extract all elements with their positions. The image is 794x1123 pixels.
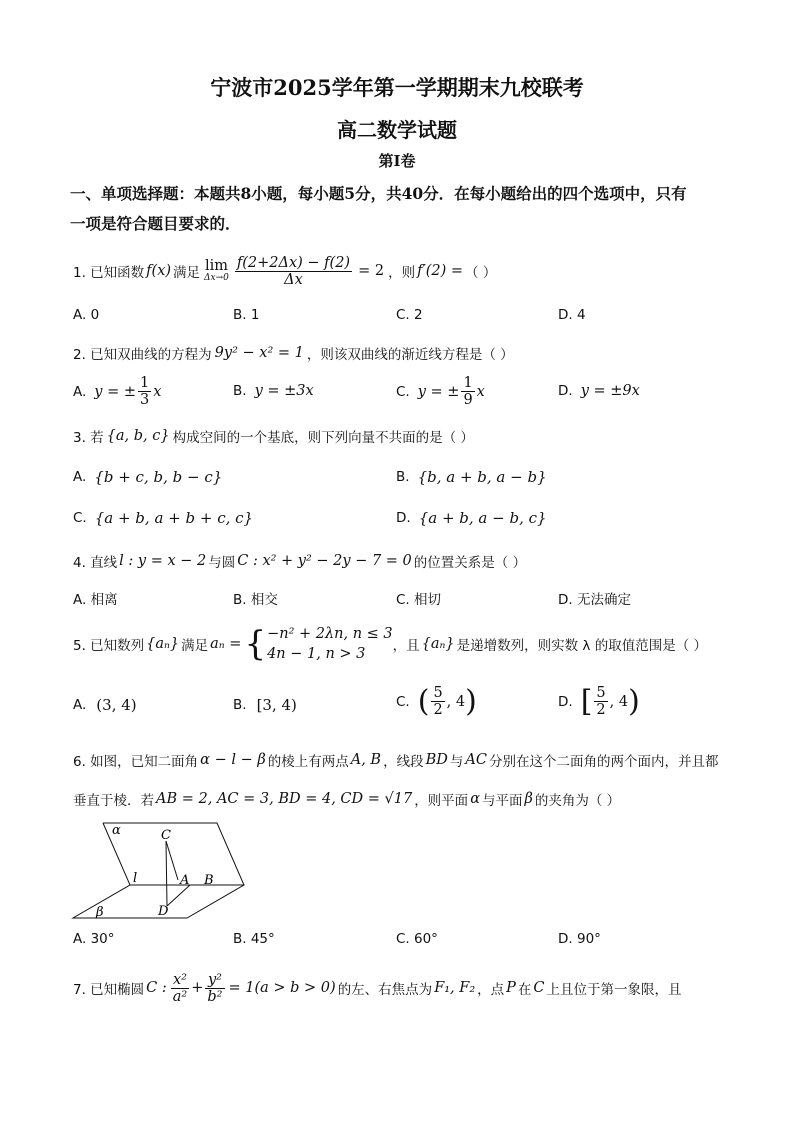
- label-alpha: α: [112, 823, 121, 838]
- q7-c: C: [533, 980, 545, 996]
- q6-text-f: 垂直于棱．若: [73, 793, 154, 809]
- q7-text-a: 7. 已知椭圆: [73, 982, 145, 998]
- q2-c-num: 1: [463, 375, 473, 391]
- section-instruction-line2: 一项是符合题目要求的．: [70, 214, 241, 233]
- q1-denominator: Δx: [284, 271, 303, 288]
- q5-text-a: 5. 已知数列: [73, 638, 145, 654]
- q3-option-c: [73, 509, 253, 527]
- q1-fx: f(x): [146, 263, 172, 279]
- q5-c-num: 5: [433, 685, 443, 701]
- q5-option-d-lbracket: [: [580, 684, 593, 719]
- q6-text-a: 6. 如图，已知二面角: [73, 754, 199, 770]
- q6-option-b: B. 45°: [233, 931, 275, 947]
- q2-option-b: [233, 383, 314, 399]
- q6-text-c: ，线段: [383, 754, 424, 770]
- q7-point-p: P: [506, 980, 516, 996]
- q7-y2: y²: [205, 972, 224, 989]
- q3-text-a: 3. 若: [73, 430, 104, 446]
- label-l: l: [133, 871, 138, 886]
- q2-option-a-pre: y = ±: [94, 383, 137, 400]
- q2-option-a-frac: [138, 375, 151, 408]
- q6-alpha: α: [470, 791, 480, 807]
- q1-option-c: C. 2: [396, 307, 423, 323]
- q2-c-den: 9: [463, 392, 473, 408]
- q5-option-c-label: C.: [396, 693, 410, 710]
- q4-circle-equation: C : x² + y² − 2y − 7 = 0: [237, 553, 412, 569]
- q4-option-b: B. 相交: [233, 592, 278, 608]
- q5-text-c: ，且: [392, 638, 420, 654]
- q2-a-den: 3: [140, 392, 150, 408]
- q7-text-d: 在: [517, 982, 532, 998]
- q6-dihedral: α − l − β: [200, 752, 266, 768]
- q6-text-i: 的夹角为（ ）: [534, 793, 621, 809]
- q5-option-c-frac: [431, 685, 444, 718]
- q5-option-a-value: (3, 4): [96, 696, 137, 714]
- q4-line-equation: l : y = x − 2: [119, 553, 207, 569]
- q4-option-c: C. 相切: [396, 592, 442, 608]
- q5-option-b: [233, 696, 297, 714]
- label-a: A: [180, 873, 190, 888]
- question-5-stem: [73, 622, 707, 666]
- q3-option-a-value: {b + c, b, b − c}: [94, 468, 223, 486]
- label-c: C: [161, 828, 171, 843]
- q7-a2: a²: [172, 988, 188, 1005]
- q3-option-c-label: C.: [73, 510, 87, 526]
- q5-sequence-2: {aₙ}: [421, 636, 455, 652]
- q5-option-d-rest: , 4: [609, 693, 629, 710]
- q5-option-d-rbracket: ): [628, 684, 640, 719]
- dihedral-angle-figure: [70, 818, 250, 928]
- q5-case-1: −n² + 2λn, n ≤ 3: [267, 626, 393, 642]
- section-instruction-line1: 一、单项选择题：本题共8小题，每小题5分，共40分．在每小题给出的四个选项中，只有: [70, 184, 687, 203]
- q1-fprime: f′(2) =: [417, 263, 464, 279]
- q2-option-c-post: x: [476, 383, 485, 400]
- q5-sequence: {aₙ}: [146, 636, 180, 652]
- q2-option-c-label: C.: [396, 383, 410, 400]
- q7-text-b: 的左、右焦点为: [337, 982, 433, 998]
- q2-option-d-label: D.: [558, 383, 573, 399]
- q4-text-a: 4. 直线: [73, 555, 118, 571]
- q7-frac-x: [171, 972, 189, 1005]
- label-b: B: [204, 873, 214, 888]
- q5-option-a-label: A.: [73, 697, 87, 713]
- q1-paren: （ ）: [465, 265, 497, 281]
- q3-option-b: [396, 468, 547, 486]
- q2-option-a-label: A.: [73, 383, 87, 400]
- q2-option-b-label: B.: [233, 383, 247, 399]
- q4-text-b: 与圆: [208, 555, 236, 571]
- q7-foci: F₁, F₂: [434, 980, 476, 996]
- q5-option-d-label: D.: [558, 693, 573, 710]
- q6-beta: β: [524, 791, 533, 807]
- q2-option-c-frac: [461, 375, 474, 408]
- q3-option-c-value: {a + b, a + b + c, c}: [94, 509, 254, 527]
- q6-text-e: 分别在这个二面角的两个面内，并且都: [488, 754, 719, 770]
- q1-numerator: f(2+2Δx) − f(2): [236, 254, 351, 271]
- q5-option-c-lbracket: (: [417, 684, 430, 719]
- q1-option-a: A. 0: [73, 307, 100, 323]
- q4-option-d: D. 无法确定: [558, 592, 631, 608]
- q6-option-a: A. 30°: [73, 931, 115, 947]
- segment-cd: [166, 841, 167, 906]
- q1-text-c: ，则: [388, 265, 416, 281]
- q2-option-c: [396, 375, 485, 408]
- volume-label: 第Ⅰ卷: [378, 152, 416, 170]
- q1-option-b: B. 1: [233, 307, 260, 323]
- q2-text-a: 2. 已知双曲线的方程为: [73, 347, 212, 363]
- q2-option-a-post: x: [153, 383, 162, 400]
- q7-c-label: C :: [146, 980, 167, 996]
- q5-text-b: 满足: [181, 638, 209, 654]
- q3-option-d: [396, 509, 547, 527]
- q5-brace-icon: {: [244, 624, 267, 664]
- q1-text-b: 满足: [173, 265, 201, 281]
- q1-lim-sub: Δx→0: [204, 273, 229, 283]
- q5-option-b-label: B.: [233, 697, 247, 713]
- q5-c-den: 2: [433, 702, 443, 718]
- q1-text-a: 1. 已知函数: [73, 265, 145, 281]
- q7-text-e: 上且位于第一象限，且: [546, 982, 682, 998]
- q7-plus: +: [191, 980, 204, 996]
- q5-option-c-rest: , 4: [446, 693, 466, 710]
- q2-option-d: [558, 383, 640, 399]
- q7-text-c: ，点: [477, 982, 505, 998]
- q5-option-c: [396, 684, 477, 719]
- q7-x2: x²: [171, 972, 189, 989]
- plane-alpha-outline: [103, 823, 244, 885]
- q6-ac: AC: [465, 752, 487, 768]
- q1-fraction: [235, 255, 352, 288]
- q5-option-d-frac: [594, 685, 607, 718]
- q6-bd: BD: [425, 752, 448, 768]
- q2-option-a: [73, 375, 161, 408]
- q2-option-b-value: y = ±3x: [254, 383, 314, 399]
- q5-option-c-rbracket: ): [465, 684, 477, 719]
- label-d: D: [158, 904, 169, 919]
- q7-b2: b²: [207, 988, 223, 1005]
- question-2-stem: [73, 343, 514, 363]
- q3-option-d-label: D.: [396, 510, 411, 526]
- q5-d-den: 2: [596, 702, 606, 718]
- q3-option-b-label: B.: [396, 469, 410, 485]
- q2-text-b: ，则该双曲线的渐近线方程是（ ）: [306, 347, 514, 363]
- question-6-line2: [73, 789, 620, 809]
- q2-option-c-pre: y = ±: [417, 383, 460, 400]
- q1-equals: = 2: [358, 263, 385, 279]
- q3-option-d-value: {a + b, a − b, c}: [418, 509, 547, 527]
- q6-text-d: 与: [449, 754, 464, 770]
- q6-points: A, B: [350, 752, 382, 768]
- q6-option-c: C. 60°: [396, 931, 438, 947]
- question-7-stem: [73, 966, 682, 1010]
- q3-option-a: [73, 468, 222, 486]
- q4-option-a: A. 相离: [73, 592, 118, 608]
- question-4-stem: [73, 551, 526, 571]
- q7-frac-y: [205, 972, 224, 1005]
- q5-option-d: [558, 684, 640, 719]
- exam-title: 宁波市2025学年第一学期期末九校联考: [210, 75, 584, 100]
- q7-condition: = 1(a > b > 0): [228, 980, 336, 996]
- q5-case-2: 4n − 1, n > 3: [267, 646, 366, 662]
- exam-subtitle: 高二数学试题: [337, 118, 457, 142]
- question-6-line1: [73, 750, 718, 770]
- label-beta: β: [96, 905, 104, 920]
- q5-option-b-value: [3, 4): [256, 696, 297, 714]
- q2-equation: 9y² − x² = 1: [214, 345, 304, 361]
- q5-an: aₙ =: [210, 636, 242, 652]
- q1-option-d: D. 4: [558, 307, 586, 323]
- q3-option-a-label: A.: [73, 469, 87, 485]
- q6-text-b: 的棱上有两点: [267, 754, 349, 770]
- q1-lim: lim: [204, 258, 228, 274]
- q4-text-c: 的位置关系是（ ）: [413, 555, 527, 571]
- q6-option-d: D. 90°: [558, 931, 601, 947]
- q3-option-b-value: {b, a + b, a − b}: [417, 468, 547, 486]
- q6-text-h: 与平面: [481, 793, 523, 809]
- q6-conditions: AB = 2, AC = 3, BD = 4, CD = √17: [156, 791, 413, 807]
- q2-option-d-value: y = ±9x: [580, 383, 640, 399]
- q5-option-a: [73, 696, 137, 714]
- segment-ca: [166, 841, 178, 880]
- question-1-stem: [73, 246, 496, 296]
- question-3-stem: [73, 426, 474, 446]
- q3-text-b: 构成空间的一个基底，则下列向量不共面的是（ ）: [172, 430, 474, 446]
- q6-text-g: ，则平面: [414, 793, 469, 809]
- q5-text-d: 是递增数列，则实数 λ 的取值范围是（ ）: [456, 638, 708, 654]
- q5-d-num: 5: [596, 685, 606, 701]
- q3-basis-set: {a, b, c}: [106, 428, 170, 444]
- segment-db: [167, 885, 190, 906]
- q2-a-num: 1: [140, 375, 150, 391]
